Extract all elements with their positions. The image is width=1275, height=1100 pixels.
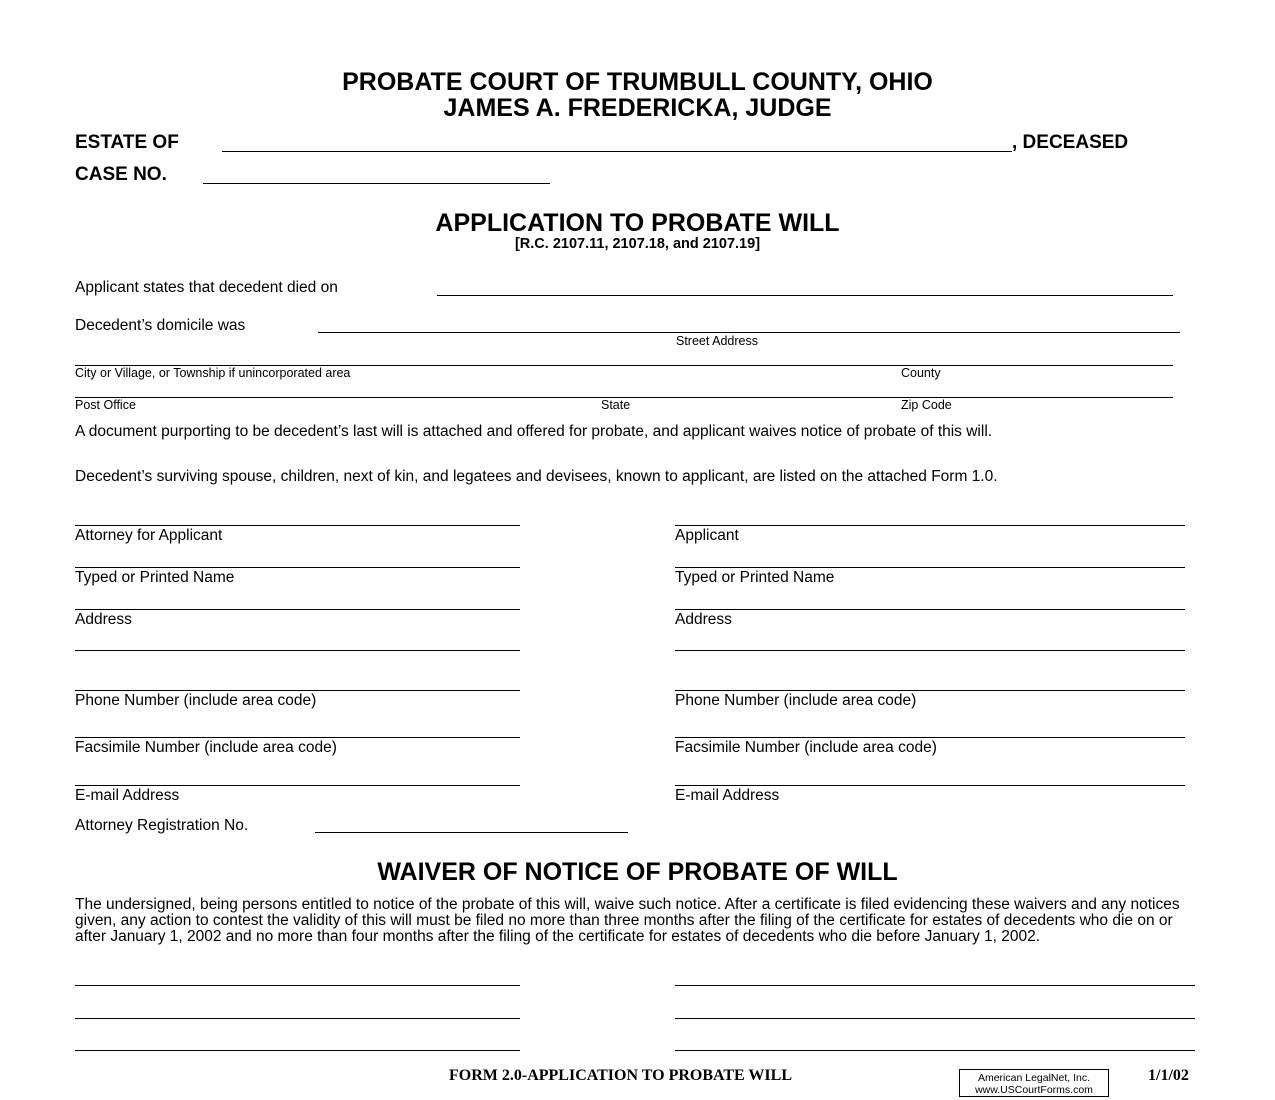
signature-label-right: Address — [675, 611, 732, 628]
signature-line-left[interactable] — [75, 525, 520, 526]
case-no-field[interactable] — [203, 183, 550, 184]
signature-label-left: Typed or Printed Name — [75, 569, 235, 586]
signature-line-right[interactable] — [675, 525, 1185, 526]
county-label: County — [901, 366, 941, 380]
signature-label-right: Phone Number (include area code) — [675, 692, 917, 709]
signature-line-right[interactable] — [675, 785, 1185, 786]
waiver-text: The undersigned, being persons entitled to notice of the probate of this will, waive such notice. After a certificate is filed evidencing these waivers and any notices given, any action to contest the validity of this will must be filed no more than three months after the filing of the certificate for estates of decedents who die on or after January 1, 2002 and no more than four months after the filing of the certificate for estates of decedents who die before January 1, 2002. — [75, 896, 1180, 945]
signature-label-left: Address — [75, 611, 132, 628]
attorney-registration-field[interactable] — [315, 832, 628, 833]
street-address-label: Street Address — [676, 334, 758, 348]
signature-label-left: Attorney for Applicant — [75, 527, 223, 544]
statute-reference: [R.C. 2107.11, 2107.18, and 2107.19] — [514, 236, 761, 252]
signature-line-right[interactable] — [675, 567, 1185, 568]
waiver-signature-line-left[interactable] — [75, 1018, 520, 1019]
domicile-label: Decedent’s domicile was — [75, 317, 246, 334]
signature-label-right: Facsimile Number (include area code) — [675, 739, 937, 756]
estate-name-field[interactable] — [222, 151, 1012, 152]
waiver-signature-line-right[interactable] — [675, 1050, 1195, 1051]
survivors-paragraph: Decedent’s surviving spouse, children, next of kin, and legatees and devisees, known to applicant, are listed on the attached Form 1.0. — [75, 468, 998, 485]
attorney-registration-label: Attorney Registration No. — [75, 817, 249, 834]
signature-label-left: E-mail Address — [75, 787, 180, 804]
signature-line-right[interactable] — [675, 609, 1185, 610]
judge-name: JAMES A. FREDERICKA, JUDGE — [443, 94, 832, 122]
signature-label-right: Typed or Printed Name — [675, 569, 835, 586]
estate-of-label: ESTATE OF — [75, 132, 179, 153]
publisher-name: American LegalNet, Inc. — [977, 1072, 1091, 1084]
deceased-label: , DECEASED — [1012, 132, 1129, 153]
waiver-signature-line-right[interactable] — [675, 985, 1195, 986]
zip-label: Zip Code — [901, 398, 952, 412]
signature-line-right[interactable] — [675, 690, 1185, 691]
signature-label-right: E-mail Address — [675, 787, 780, 804]
post-office-label: Post Office — [75, 398, 136, 412]
will-attached-paragraph: A document purporting to be decedent’s last will is attached and offered for probate, and applicant waives notice of probate of this will. — [75, 423, 993, 440]
death-date-field[interactable] — [437, 295, 1173, 296]
waiver-signature-line-right[interactable] — [675, 1018, 1195, 1019]
street-address-field[interactable] — [318, 332, 1180, 333]
form-date: 1/1/02 — [1148, 1067, 1189, 1084]
case-no-label: CASE NO. — [75, 164, 167, 185]
signature-line-left[interactable] — [75, 650, 520, 651]
signature-line-left[interactable] — [75, 609, 520, 610]
waiver-title: WAIVER OF NOTICE OF PROBATE OF WILL — [377, 858, 898, 886]
signature-line-right[interactable] — [675, 650, 1185, 651]
signature-line-left[interactable] — [75, 737, 520, 738]
waiver-signature-line-left[interactable] — [75, 985, 520, 986]
signature-line-left[interactable] — [75, 567, 520, 568]
signature-line-left[interactable] — [75, 785, 520, 786]
signature-label-right: Applicant — [675, 527, 739, 544]
form-number: FORM 2.0-APPLICATION TO PROBATE WILL — [449, 1067, 792, 1084]
waiver-signature-line-left[interactable] — [75, 1050, 520, 1051]
died-on-label: Applicant states that decedent died on — [75, 279, 338, 296]
signature-label-left: Facsimile Number (include area code) — [75, 739, 337, 756]
court-name: PROBATE COURT OF TRUMBULL COUNTY, OHIO — [342, 68, 933, 96]
signature-line-left[interactable] — [75, 690, 520, 691]
city-label: City or Village, or Township if unincorporated area — [75, 366, 351, 380]
publisher-box — [959, 1069, 1109, 1097]
signature-label-left: Phone Number (include area code) — [75, 692, 317, 709]
signature-line-right[interactable] — [675, 737, 1185, 738]
publisher-website: www.USCourtForms.com — [975, 1084, 1093, 1096]
form-title: APPLICATION TO PROBATE WILL — [435, 209, 840, 237]
state-label: State — [601, 398, 631, 412]
